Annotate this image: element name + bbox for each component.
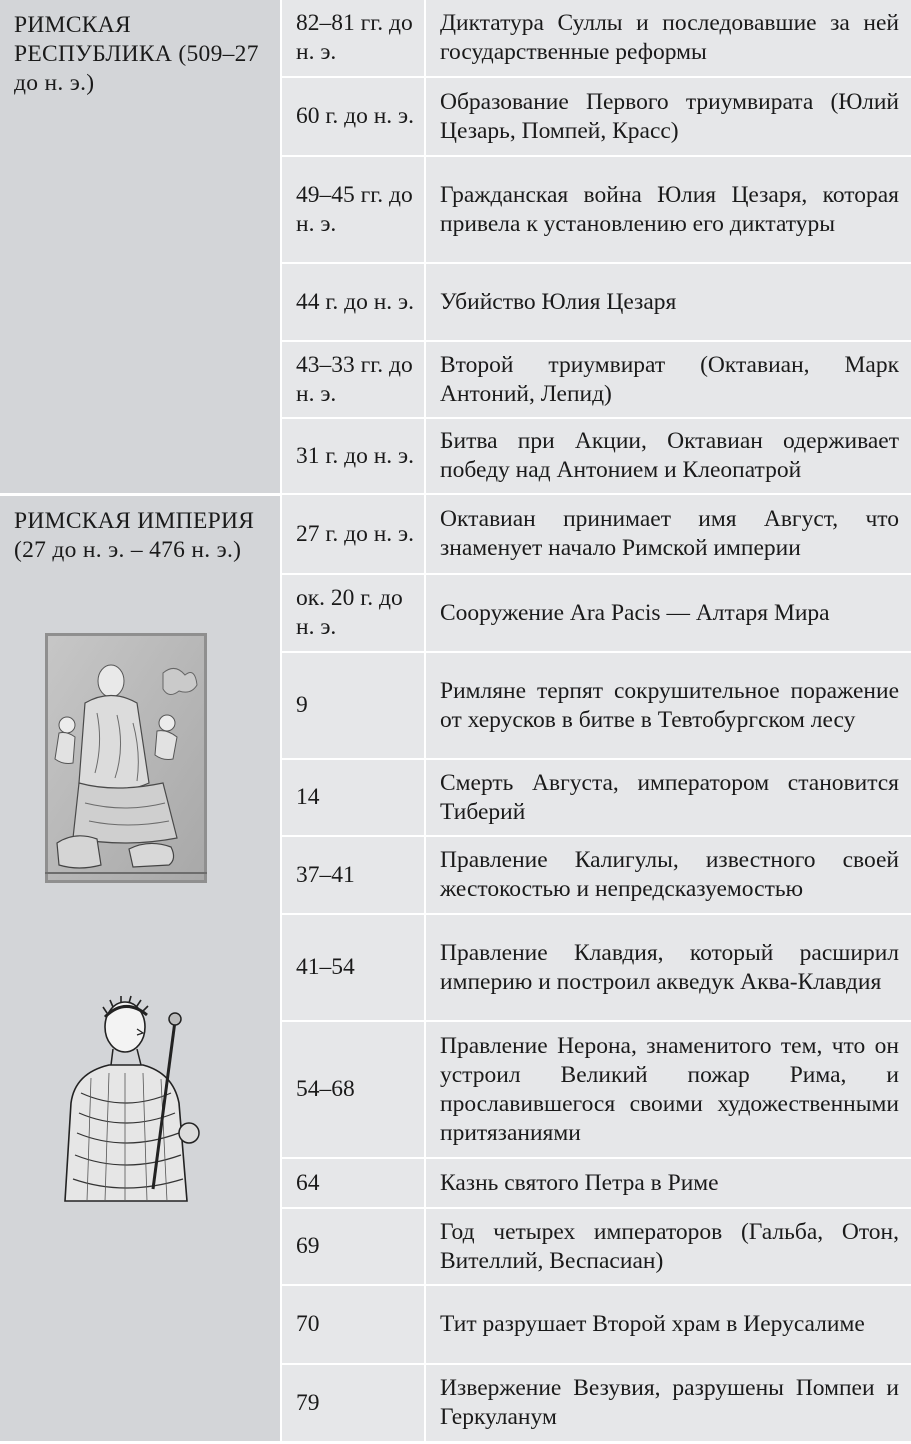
event-date: 69 bbox=[281, 1208, 425, 1285]
event-date: 43–33 гг. до н. э. bbox=[281, 341, 425, 418]
relief-illustration-icon bbox=[45, 633, 207, 883]
event-date: ок. 20 г. до н. э. bbox=[281, 574, 425, 652]
event-date: 54–68 bbox=[281, 1021, 425, 1158]
event-description: Образование Первого триумвирата (Юлий Цезарь, Помпей, Красс) bbox=[425, 77, 911, 156]
event-description: Второй триумвират (Октавиан, Марк Антоний, Лепид) bbox=[425, 341, 911, 418]
event-description: Казнь святого Петра в Риме bbox=[425, 1158, 911, 1208]
event-description: Извержение Везувия, разрушены Помпеи и Геркуланум bbox=[425, 1364, 911, 1442]
event-description: Сооружение Ara Pacis — Алтаря Мира bbox=[425, 574, 911, 652]
era-cell-empire bbox=[0, 494, 281, 1442]
event-description: Тит разрушает Второй храм в Иерусалиме bbox=[425, 1285, 911, 1364]
event-date: 27 г. до н. э. bbox=[281, 494, 425, 574]
table-row bbox=[0, 0, 911, 77]
event-date: 82–81 гг. до н. э. bbox=[281, 0, 425, 77]
event-date: 49–45 гг. до н. э. bbox=[281, 156, 425, 263]
event-date: 44 г. до н. э. bbox=[281, 263, 425, 341]
event-description: Гражданская война Юлия Цезаря, которая привела к установлению его диктатуры bbox=[425, 156, 911, 263]
event-date: 31 г. до н. э. bbox=[281, 418, 425, 494]
illustrations bbox=[14, 633, 268, 1203]
event-description: Год четырех императоров (Гальба, Отон, Вителлий, Веспасиан) bbox=[425, 1208, 911, 1285]
event-description: Октавиан принимает имя Август, что знаменует начало Римской империи bbox=[425, 494, 911, 574]
event-date: 60 г. до н. э. bbox=[281, 77, 425, 156]
event-date: 41–54 bbox=[281, 914, 425, 1021]
event-description: Правление Клавдия, который расширил империю и построил акведук Аква-Клавдия bbox=[425, 914, 911, 1021]
event-date: 70 bbox=[281, 1285, 425, 1364]
event-date: 14 bbox=[281, 759, 425, 836]
event-description: Римляне терпят сокрушительное поражение от херусков в битве в Тевтобургском лесу bbox=[425, 652, 911, 759]
event-description: Правление Калигулы, известного своей жестокостью и непредсказуемостью bbox=[425, 836, 911, 914]
event-date: 79 bbox=[281, 1364, 425, 1442]
event-description: Битва при Акции, Октавиан одерживает победу над Антонием и Клеопатрой bbox=[425, 418, 911, 494]
event-date: 64 bbox=[281, 1158, 425, 1208]
event-description: Смерть Августа, императором становится Тиберий bbox=[425, 759, 911, 836]
era-title: РИМСКАЯ РЕСПУБЛИКА (509–27 до н. э.) bbox=[14, 12, 259, 96]
emperor-portrait-icon bbox=[51, 983, 201, 1203]
event-description: Правление Нерона, знаменитого тем, что он устроил Великий пожар Рима, и прославившегося своими художественными притязаниями bbox=[425, 1021, 911, 1158]
era-cell-republic bbox=[0, 0, 281, 494]
event-date: 37–41 bbox=[281, 836, 425, 914]
event-description: Убийство Юлия Цезаря bbox=[425, 263, 911, 341]
event-date: 9 bbox=[281, 652, 425, 759]
event-description: Диктатура Суллы и последовавшие за ней государственные реформы bbox=[425, 0, 911, 77]
era-title: РИМСКАЯ ИМПЕРИЯ (27 до н. э. – 476 н. э.) bbox=[14, 507, 255, 563]
table-row bbox=[0, 494, 911, 574]
